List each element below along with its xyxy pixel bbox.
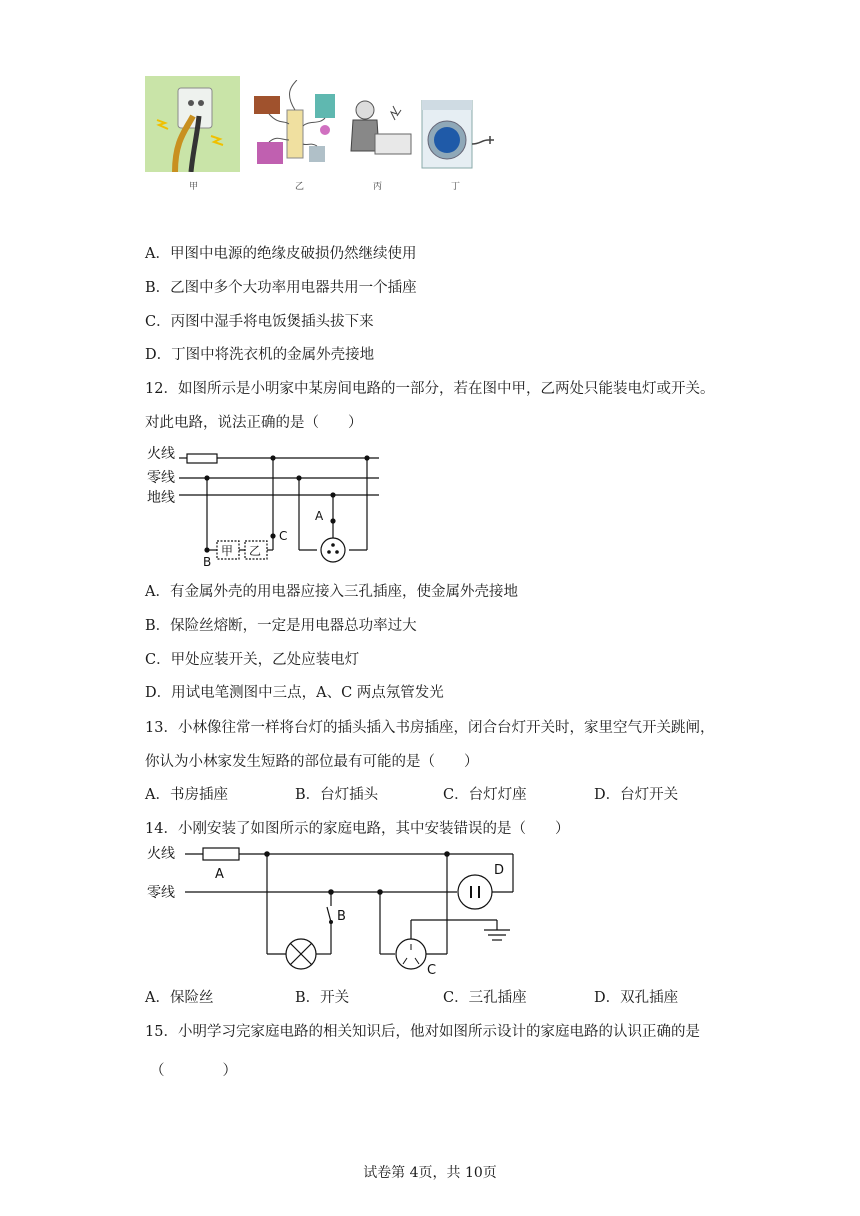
damaged-cable-image [145, 76, 240, 172]
q12-option-d: D．用试电笔测图中三点，A、C 两点氖管发光 [145, 685, 444, 701]
fuse-a [203, 848, 239, 860]
q15-paren: （ ） [150, 1063, 237, 1079]
two-pin-socket-d [458, 875, 492, 909]
q14-option-c: C．三孔插座 [443, 990, 527, 1006]
q14-option-b: B．开关 [295, 990, 350, 1006]
q12-option-b: B．保险丝熔断，一定是用电器总功率过大 [145, 618, 417, 634]
q12-option-a: A．有金属外壳的用电器应接入三孔插座，使金属外壳接地 [145, 584, 518, 600]
image-label-jia: 甲 [189, 182, 199, 192]
point-a-label: A [315, 509, 324, 523]
point-b-label: B [203, 555, 212, 569]
q13-stem-line1: 13．小林像往常一样将台灯的插头插入书房插座，闭合台灯开关时，家里空气开关跳闸， [145, 720, 715, 736]
q11-option-b: B．乙图中多个大功率用电器共用一个插座 [145, 280, 417, 296]
image-label-yi: 乙 [295, 182, 305, 192]
q11-pictures [145, 76, 505, 196]
neutral-wire-label: 零线 [147, 885, 175, 901]
q11-option-a: A．甲图中电源的绝缘皮破损仍然继续使用 [145, 246, 417, 262]
q14-circuit-diagram [145, 840, 525, 980]
q13-option-d: D．台灯开关 [594, 787, 679, 803]
q13-stem-line2: 你认为小林家发生短路的部位最有可能的是（ ） [145, 754, 479, 770]
q14-stem: 14．小刚安装了如图所示的家庭电路，其中安装错误的是（ ） [145, 821, 570, 837]
q14-option-d: D．双孔插座 [594, 990, 679, 1006]
live-wire-label: 火线 [147, 846, 175, 862]
page-footer: 试卷第 4页，共 10页 [363, 1165, 497, 1181]
q13-option-a: A．书房插座 [145, 787, 228, 803]
label-a: A [215, 867, 224, 882]
wet-hands-image [345, 96, 415, 172]
ground-wire-label: 地线 [147, 490, 175, 506]
q12-option-c: C．甲处应装开关，乙处应装电灯 [145, 652, 360, 668]
q12-stem-line1: 12．如图所示是小明家中某房间电路的一部分，若在图中甲，乙两处只能装电灯或开关。 [145, 381, 715, 397]
overloaded-strip-image [249, 80, 349, 172]
image-label-ding: 丁 [451, 182, 461, 192]
q13-option-c: C．台灯灯座 [443, 787, 527, 803]
q12-stem-line2: 对此电路，说法正确的是（ ） [145, 415, 363, 431]
three-pin-socket-c [396, 939, 426, 969]
switch-b [327, 907, 331, 922]
yi-label: 乙 [249, 544, 262, 558]
live-wire-label: 火线 [147, 446, 175, 462]
three-pin-socket [321, 538, 345, 562]
washing-machine-image [420, 100, 500, 172]
q15-stem: 15．小明学习完家庭电路的相关知识后，他对如图所示设计的家庭电路的认识正确的是 [145, 1024, 700, 1040]
label-c: C [427, 963, 437, 978]
jia-label: 甲 [221, 544, 234, 558]
q14-option-a: A．保险丝 [145, 990, 214, 1006]
fuse [187, 454, 217, 463]
image-label-bing: 丙 [373, 182, 383, 192]
q13-option-b: B．台灯插头 [295, 787, 379, 803]
neutral-wire-label: 零线 [147, 470, 175, 486]
q12-circuit-diagram [145, 440, 385, 570]
point-c-label: C [279, 529, 288, 543]
label-b: B [337, 909, 346, 924]
q11-option-d: D．丁图中将洗衣机的金属外壳接地 [145, 347, 375, 363]
q11-option-c: C．丙图中湿手将电饭煲插头拔下来 [145, 314, 374, 330]
label-d: D [494, 863, 505, 878]
